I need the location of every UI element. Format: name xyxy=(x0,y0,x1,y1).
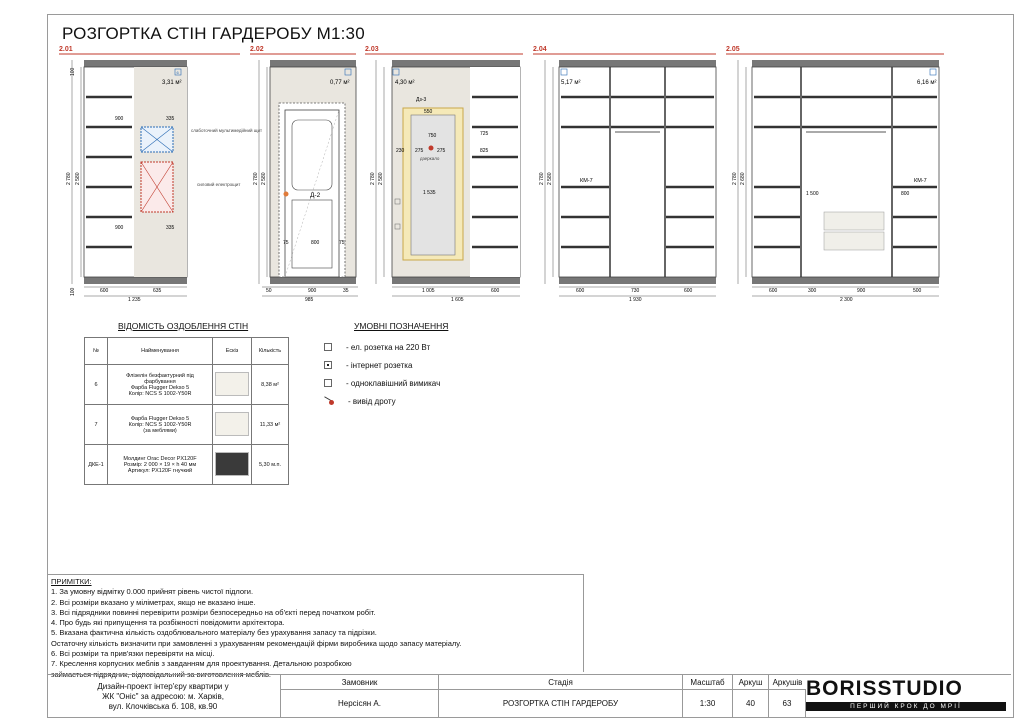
wall-code-2: 2.02 xyxy=(250,46,264,53)
wall-code-3: 2.03 xyxy=(365,46,379,53)
wall-4-cabinet-mark: КМ-7 xyxy=(580,178,593,184)
socket-icon xyxy=(324,343,332,351)
project-description: Дизайн-проект інтер'єру квартири у ЖК "Оніс" за адресою: м. Харків, вул. Клочківська б. 108, кв.90 xyxy=(97,681,229,711)
svg-text:750: 750 xyxy=(428,133,437,139)
table-row: ДКЕ-1 Молдинг Orac Decor PX120F Розмір: 2 000 × 19 × h 40 мм Артикул: PX120F гнучкий 5,30 м.п. xyxy=(85,445,289,485)
svg-text:500: 500 xyxy=(913,288,922,294)
svg-text:1 930: 1 930 xyxy=(629,297,642,303)
wall-5-cabinet-mark: КМ-7 xyxy=(914,178,927,184)
svg-text:275: 275 xyxy=(415,148,424,154)
wall-elevation-1 xyxy=(84,67,262,303)
molding-swatch xyxy=(215,452,249,476)
wall-code-1: 2.01 xyxy=(59,46,73,53)
title-block: Дизайн-проект інтер'єру квартири у ЖК "Оніс" за адресою: м. Харків, вул. Клочківська б. 108, кв.90 Замовник Нерсісян А. Стадія РОЗГОРТКА СТІН ГАРДЕРОБУ Масштаб 1:30 Аркуш 40 Аркушів 63 xyxy=(48,674,1011,718)
svg-text:2 580: 2 580 xyxy=(378,172,384,185)
svg-text:1 605: 1 605 xyxy=(451,297,464,303)
svg-text:900: 900 xyxy=(857,288,866,294)
wall-elevation-4 xyxy=(559,67,716,303)
svg-text:2 780: 2 780 xyxy=(66,172,72,185)
wall-3-door-mark: Дз-3 xyxy=(416,97,427,103)
svg-text:100: 100 xyxy=(70,287,76,296)
svg-text:725: 725 xyxy=(480,131,489,137)
svg-text:2 580: 2 580 xyxy=(261,172,267,185)
svg-text:75: 75 xyxy=(339,240,345,246)
svg-text:275: 275 xyxy=(437,148,446,154)
finish-table-title: ВІДОМІСТЬ ОЗДОБЛЕННЯ СТІН xyxy=(118,321,249,331)
wall-1-note-lowvoltage: слаботочний мультимедійний щит xyxy=(191,128,263,133)
finish-swatch xyxy=(215,372,249,396)
svg-text:900: 900 xyxy=(115,116,124,122)
svg-text:0,77 м²: 0,77 м² xyxy=(330,80,350,86)
finish-swatch xyxy=(215,412,249,436)
svg-text:800: 800 xyxy=(901,191,910,197)
wall-3-mirror-label: дзеркало xyxy=(420,156,440,161)
svg-text:1 500: 1 500 xyxy=(806,191,819,197)
wall-code-4: 2.04 xyxy=(533,46,547,53)
wall-1-note-power: силовий електрощит xyxy=(197,182,241,187)
wall-elevation-2 xyxy=(266,67,356,303)
svg-text:985: 985 xyxy=(305,297,314,303)
svg-text:2 680: 2 680 xyxy=(740,172,746,185)
svg-text:2 580: 2 580 xyxy=(75,172,81,185)
wall-1-finish-num: 6 xyxy=(176,70,179,75)
svg-text:335: 335 xyxy=(166,225,175,231)
wire-outlet-icon xyxy=(324,397,334,405)
svg-text:635: 635 xyxy=(153,288,162,294)
svg-text:100: 100 xyxy=(70,67,76,76)
page-title: РОЗГОРТКА СТІН ГАРДЕРОБУ М1:30 xyxy=(62,24,365,43)
svg-text:2 780: 2 780 xyxy=(732,172,738,185)
client-name: Нерсісян А. xyxy=(280,689,438,718)
wall-elevation-3 xyxy=(392,67,520,303)
wall-1-area: 3,31 м² xyxy=(162,80,182,86)
svg-text:600: 600 xyxy=(769,288,778,294)
sheets-total: 63 xyxy=(768,689,806,718)
table-row: 7 Фарба Flugger Dekso 5 Колір: NCS S 1002-Y50R (за меблями) 11,33 м² xyxy=(85,405,289,445)
wall-elevation-5 xyxy=(752,67,939,303)
switch-icon xyxy=(324,379,332,387)
wall-code-5: 2.05 xyxy=(726,46,740,53)
svg-text:2 780: 2 780 xyxy=(253,172,259,185)
svg-text:550: 550 xyxy=(424,109,433,115)
svg-text:730: 730 xyxy=(631,288,640,294)
wall-elevations xyxy=(0,0,1024,320)
internet-socket-icon xyxy=(324,361,332,369)
legend: - ел. розетка на 220 Вт - інтернет розетка - одноклавішний вимикач - вивід дроту xyxy=(324,338,440,410)
table-row: 6 Флізелін безфактурний під фарбування Фарба Flugger Dekso 5 Колір: NCS S 1002-Y50R 8,38 м² xyxy=(85,365,289,405)
svg-text:800: 800 xyxy=(311,240,320,246)
stage-name: РОЗГОРТКА СТІН ГАРДЕРОБУ xyxy=(438,689,682,718)
notes-block: ПРИМІТКИ: 1. За умовну відмітку 0.000 прийнят рівень чистої підлоги. 2. Всі розміри вказано у міліметрах, якщо не вказано інше. 3. Всі підрядники повинні перевірити розміри безпосередньо на об'єкті перед початком робіт. 4. Про будь які припущення та розбіжності повідомити архітектора. 5. Вказана фактична кількість оздоблювального матеріалу без урахування запасу та підрізки. Остаточну кількість визначити при замовленні з урахуванням рекомендацій фірми виробника щодо запасу матеріалу. 6. Всі розміри та прив'язки перевіряти на місці. 7. Креслення корпусних меблів з завданням для проектування. Детальною розробкою займається підрядник, відповідальний за виготовлення меблів. xyxy=(48,574,584,672)
svg-text:600: 600 xyxy=(100,288,109,294)
svg-text:2 300: 2 300 xyxy=(840,297,853,303)
svg-text:600: 600 xyxy=(491,288,500,294)
svg-text:5,17 м²: 5,17 м² xyxy=(561,80,581,86)
studio-logo: BORISSTUDIO ПЕРШИЙ КРОК ДО МРІЇ xyxy=(806,678,1006,711)
svg-text:75: 75 xyxy=(283,240,289,246)
svg-text:900: 900 xyxy=(308,288,317,294)
scale-value: 1:30 xyxy=(682,689,732,718)
svg-text:50: 50 xyxy=(266,288,272,294)
svg-text:1 005: 1 005 xyxy=(422,288,435,294)
svg-text:600: 600 xyxy=(684,288,693,294)
svg-text:2 580: 2 580 xyxy=(547,172,553,185)
svg-text:2 780: 2 780 xyxy=(370,172,376,185)
svg-text:2 780: 2 780 xyxy=(539,172,545,185)
svg-text:335: 335 xyxy=(166,116,175,122)
svg-text:825: 825 xyxy=(480,148,489,154)
svg-text:230: 230 xyxy=(396,148,405,154)
svg-text:1 235: 1 235 xyxy=(128,297,141,303)
svg-text:6,16 м²: 6,16 м² xyxy=(917,80,937,86)
finish-table: № Найменування Ескіз Кількість 6 Флізелін безфактурний під фарбування Фарба Flugger Dekso 5 Колір: NCS S 1002-Y50R 8,38 м² 7 Фарба Flugger Dekso 5 Колір: NCS S 1002-Y50R (за меблями) 11,33 м² ДКЕ-1 Молдинг Orac Decor PX120F Розмір: 2 000 × 19 × h 40 мм Артикул: PX120F гнучкий 5,30 м.п. xyxy=(84,337,289,485)
svg-text:1 535: 1 535 xyxy=(423,190,436,196)
wall-2-door-mark: Д-2 xyxy=(310,192,321,199)
svg-text:900: 900 xyxy=(115,225,124,231)
svg-text:35: 35 xyxy=(343,288,349,294)
svg-text:600: 600 xyxy=(576,288,585,294)
sheet-number: 40 xyxy=(732,689,768,718)
svg-text:4,30 м²: 4,30 м² xyxy=(395,80,415,86)
svg-text:300: 300 xyxy=(808,288,817,294)
legend-title: УМОВНІ ПОЗНАЧЕННЯ xyxy=(354,321,449,331)
